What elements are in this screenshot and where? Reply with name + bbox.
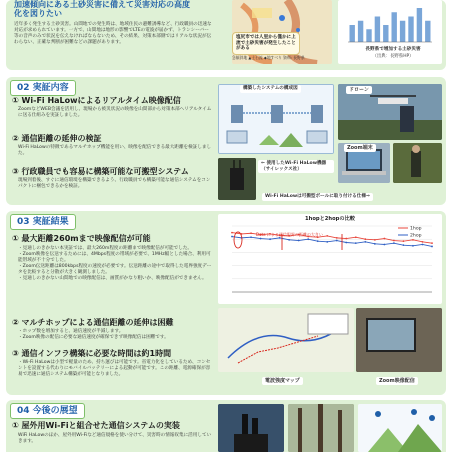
- data-point: [250, 236, 252, 238]
- data-point: [403, 240, 405, 242]
- bar-caption: 長野県で増加する土砂災害: [365, 47, 421, 52]
- bar: [366, 29, 371, 42]
- bar: [392, 12, 397, 42]
- data-point: [298, 240, 300, 242]
- bar-source: （出典：長野県HP）: [372, 54, 414, 59]
- data-point: [336, 237, 338, 239]
- chart-title: 1hopと2hopの比較: [305, 216, 355, 222]
- data-point: [393, 240, 395, 242]
- section-02-tab: 02 実証内容: [10, 80, 76, 96]
- intro-body: 近年多く発生する土砂災害。山間地での発生時は、地域住民の避難誘導など、行政職員の迅速な対応が求められています。一方で、山間地は地形の影響でLTEの電波が届かず、トランシーバー等の音声のみで状況を伝えなければならないため、その結果、対策本部側ではリアルな状況が伝わらない、正確な判断が困難などの課題があります。: [14, 22, 212, 45]
- carry-label: Wi-Fi HaLowは可搬型ボールに取り付ける仕様⇒: [262, 193, 373, 201]
- data-point: [412, 239, 414, 241]
- s02-item3-title: ③ 行政職員でも容易に構築可能な可搬型システム: [12, 167, 189, 176]
- intro-heading-line1: 加速傾向にある土砂災害に備えて災害対応の高度: [14, 0, 190, 9]
- data-point: [374, 243, 376, 245]
- outdoor-antenna-photo: [218, 404, 284, 452]
- system-diagram-title: 構築したシステムの構成図: [240, 85, 301, 93]
- halow-device-photo: [218, 158, 256, 200]
- s04-item1-title: ① 屋外用Wi-Fiと組合せた通信システムの実装: [12, 421, 180, 430]
- data-point: [431, 246, 433, 248]
- s03-item1-title: ① 最大距離260mまで映像配信が可能: [12, 234, 151, 243]
- forest-photo: [288, 404, 354, 452]
- bar: [425, 21, 430, 42]
- legend-label: 2hop: [410, 233, 422, 239]
- data-point: [288, 239, 290, 241]
- hop-comparison-chart: [218, 214, 442, 304]
- s02-item1-body: ZoomなどWEB会議を活用し、現場から被災状況の映像を山間部から対策本部へリアルタイムに送る仕組みを実証しました。: [18, 107, 212, 118]
- data-point: [393, 242, 395, 244]
- data-point: [364, 238, 366, 240]
- s03-item1-body: ・見通しのきかない本実証では、最大260m程度の距離まで映像配信が可能でした。 ・Zoom映像を伝送するためには、4Mbps程度の帯域が必要で、1MHz幅とした場合、利用可能帯域が不十分でした。 ・Zoom伝送距離は800kbps程度の速度が必要です。伝送距離の途中で取得した電界強度データを比較すると分散が大きく観測しました。 ・見通しのきかない山間地での映像配信は、画質がかなり粗いか、映像配信ができません。: [18, 246, 212, 281]
- section-03-tab: 03 実証結果: [10, 214, 76, 230]
- bar: [417, 8, 422, 42]
- data-point: [250, 232, 252, 234]
- bar: [408, 17, 413, 43]
- data-point: [403, 244, 405, 246]
- data-point: [364, 241, 366, 243]
- data-point: [355, 236, 357, 238]
- s02-item2-body: Wi-Fi HaLowの特徴であるマルチホップ機能を用い、映像を配信できる最大距離を検証しました。: [18, 145, 212, 156]
- zoom-stream-caption: Zoom映像配信: [376, 377, 418, 385]
- data-point: [317, 240, 319, 242]
- s03-item2-title: ② マルチホップによる通信距離の延伸は困難: [12, 318, 174, 327]
- data-point: [412, 245, 414, 247]
- future-diagram: [358, 404, 442, 452]
- bar: [383, 25, 388, 42]
- bar: [375, 17, 380, 43]
- data-point: [326, 241, 328, 243]
- bar: [400, 21, 405, 42]
- highlight-ellipse: [234, 232, 242, 248]
- halow-device-label: ⇐ 使用したWi-Fi HaLow機器（サイレックス社）: [258, 160, 334, 173]
- data-point: [345, 242, 347, 244]
- s03-item2-body: ・ホップ数を増加すると、通信速度が半減します。 ・Zoom映像の配信に必要な通信速度が確保できず映像配信は困難です。: [18, 329, 169, 340]
- bar: [350, 25, 355, 42]
- data-point: [383, 244, 385, 246]
- s04-item1-body: WiFi HaLowのほか、屋外用Wi-Fiなど通信規格を使い分けて、災害時の情報収集に活用していきます。: [18, 433, 212, 444]
- s02-item2-title: ② 通信距離の延伸の検証: [12, 134, 102, 143]
- chart-note: Data による通信限界の距離の大きい: [256, 232, 323, 237]
- s02-item1-title: ① Wi-Fi HaLowによるリアルタイム映像配信: [12, 96, 181, 105]
- section-04-tab: 04 今後の展望: [10, 403, 85, 419]
- system-diagram: [218, 84, 334, 154]
- data-point: [431, 242, 433, 244]
- data-point: [231, 232, 233, 234]
- signal-map-caption: 電波強度マップ: [262, 377, 303, 385]
- data-point: [269, 238, 271, 240]
- data-point: [422, 241, 424, 243]
- data-point: [307, 238, 309, 240]
- s02-item3-body: 現場到着後、すぐに通信環境を構築できるよう、行政職員でも構築可能な通信システムをコンパクトに梱包できるかを検証。: [18, 178, 211, 189]
- map-caption: 塩尻市では人里から僅かに上流で土砂災害が発生したことがある: [232, 32, 300, 55]
- field-photo: [393, 143, 442, 183]
- data-point: [374, 239, 376, 241]
- drone-label: ドローン: [346, 86, 372, 94]
- zoom-stream-photo: [356, 308, 442, 372]
- bar: [358, 21, 363, 42]
- signal-map-photo: [218, 308, 354, 372]
- data-point: [355, 242, 357, 244]
- data-point: [383, 238, 385, 240]
- s03-item3-body: ・Wi-Fi HaLowは小型で軽量のため、持ち運びは可能です。省電力化をしているため、コンセントを設置する代わりにモバイルバッテリーによる起動が可能です。この距離、電源確保が容易で迅速に通信システム構築が可能となりました。: [18, 360, 211, 377]
- intro-heading-line2: 化を図りたい: [14, 9, 62, 18]
- data-point: [231, 236, 233, 238]
- data-point: [422, 244, 424, 246]
- legend-label: 1hop: [410, 226, 422, 232]
- zoom-terminal-label: Zoom端末: [344, 144, 376, 152]
- data-point: [326, 235, 328, 237]
- s03-item3-title: ③ 通信インフラ構築に必要な時間は約1時間: [12, 349, 172, 358]
- data-point: [336, 240, 338, 242]
- map-legend: 急傾斜地 ▲土石流 ◆地すべり 資料: 長野県: [232, 55, 305, 60]
- data-point: [345, 238, 347, 240]
